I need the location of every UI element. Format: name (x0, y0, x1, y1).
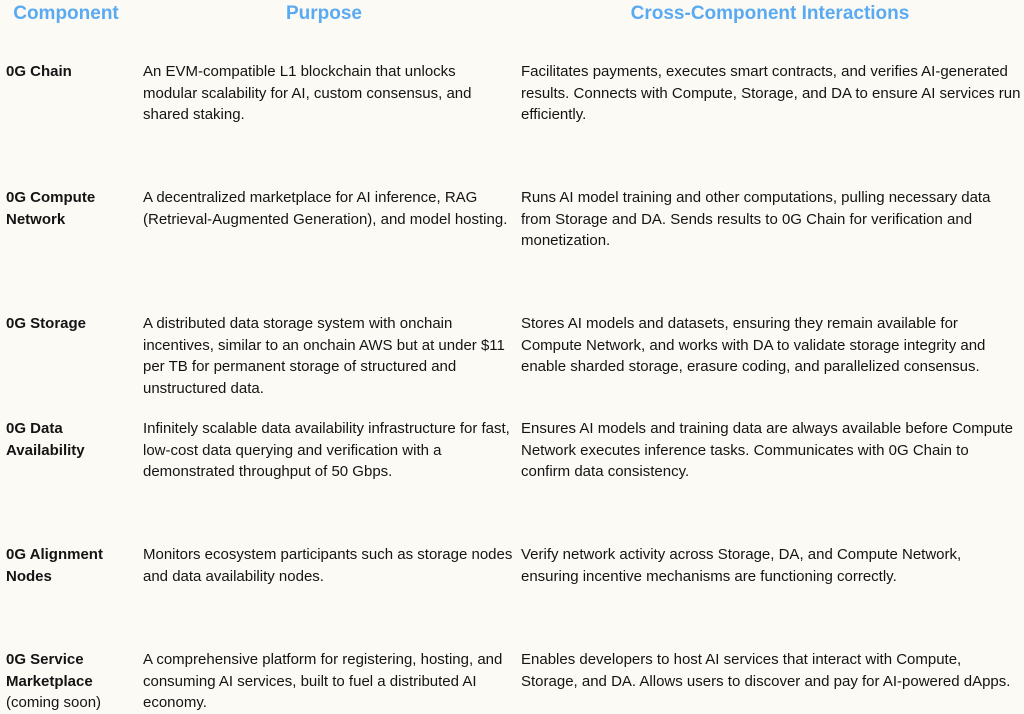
component-interactions: Ensures AI models and training data are always available before Compute Network executes inference tasks. Communicates with 0G Chain to confirm data consistency. (521, 420, 1013, 480)
component-purpose: A decentralized marketplace for AI inference, RAG (Retrieval-Augmented Generation), and model hosting. (143, 189, 508, 228)
component-interactions: Enables developers to host AI services that interact with Compute, Storage, and DA. Allows users to discover and pay for AI-powered dApps. (521, 651, 1011, 690)
component-note: (coming soon) (6, 694, 102, 711)
component-purpose: A distributed data storage system with onchain incentives, similar to an onchain AWS but at under $11 per TB for permanent storage of structured and unstructured data. (143, 315, 505, 397)
component-interactions: Runs AI model training and other computations, pulling necessary data from Storage and DA. Sends results to 0G Chain for verification and monetization. (521, 189, 991, 249)
header-component: Component (13, 3, 119, 24)
component-purpose: An EVM-compatible L1 blockchain that unlocks modular scalability for AI, custom consensus, and shared staking. (143, 63, 472, 123)
header-purpose: Purpose (285, 3, 363, 24)
component-name: 0G Compute Network (6, 189, 96, 228)
component-name: 0G Storage (6, 315, 87, 332)
component-name: 0G Alignment Nodes (6, 546, 103, 585)
component-name: 0G Data Availability (6, 420, 85, 459)
header-interactions: Cross-Component Interactions (630, 3, 910, 24)
component-interactions: Facilitates payments, executes smart contracts, and verifies AI-generated results. Connects with Compute, Storage, and DA to ensure AI services run efficiently. (521, 63, 1021, 123)
component-purpose: A comprehensive platform for registering, hosting, and consuming AI services, built to fuel a distributed AI economy. (143, 651, 503, 711)
component-purpose: Infinitely scalable data availability infrastructure for fast, low-cost data querying and verification with a demonstrated throughput of 50 Gbps. (143, 420, 510, 480)
component-name: 0G Chain (6, 63, 72, 80)
component-name: 0G Service Marketplace (coming soon) (6, 649, 131, 714)
component-interactions: Verify network activity across Storage, DA, and Compute Network, ensuring incentive mechanisms are functioning correctly. (521, 546, 962, 585)
component-purpose: Monitors ecosystem participants such as storage nodes and data availability nodes. (143, 546, 513, 585)
component-interactions: Stores AI models and datasets, ensuring they remain available for Compute Network, and works with DA to validate storage integrity and enable sharded storage, erasure coding, and parallelized consensus. (521, 315, 986, 375)
